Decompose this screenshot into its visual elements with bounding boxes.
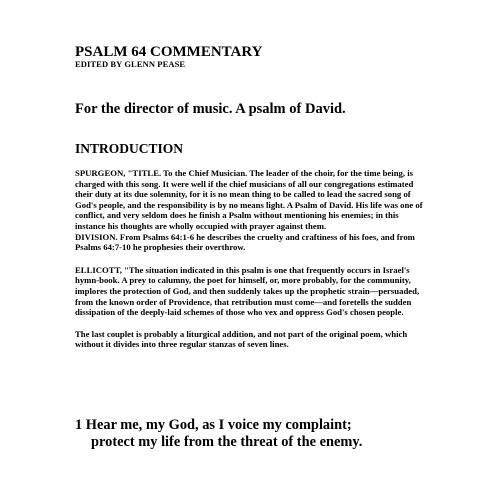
couplet-paragraph: The last couplet is probably a liturgical addition, and not part of the original poem, which without it divides into three regular stanzas of seven lines. [75,328,408,350]
document-title: PSALM 64 COMMENTARY [75,44,263,60]
division-paragraph: DIVISION. From Psalms 64:1-6 he describes the cruelty and craftiness of his foes, and from Psalms 64:7-10 he prophesies their overthrow. [75,231,415,253]
psalm-subtitle: For the director of music. A psalm of David. [75,101,346,117]
verse-1-line-1: 1 Hear me, my God, as I voice my complaint; [75,416,352,433]
ellicott-paragraph: ELLICOTT, "The situation indicated in this psalm is one that frequently occurs in Israel's hymn-book. A prey to calumny, the poet for himself, or, more probably, for the community, implores the protection of God, and then suddenly takes up the prophetic strain—persuaded, from the known order of Providence, that retribution must come—and foretells the sudden dissipation of the deeply-laid schemes of those who vex and oppress God's chosen people. [75,264,420,318]
introduction-heading: INTRODUCTION [75,141,184,156]
document-page [75,44,430,451]
verse-1 [75,417,430,451]
document-editor: EDITED BY GLENN PEASE [75,59,186,69]
verse-1-line-2: protect my life from the threat of the enemy. [91,433,363,450]
spurgeon-paragraph: SPURGEON, "TITLE. To the Chief Musician. The leader of the choir, for the time being, is charged with this song. It were well if the chief musicians of all our congregations estimated their duty at its due solemnity, for it is no mean thing to be called to lead the sacred song of God's people, and the responsibility is by no means light. A Psalm of David. His life was one of conflict, and very seldom does he finish a Psalm without mentioning his enemies; in this instance his thoughts are wholly occupied with prayer against them. [75,168,423,231]
